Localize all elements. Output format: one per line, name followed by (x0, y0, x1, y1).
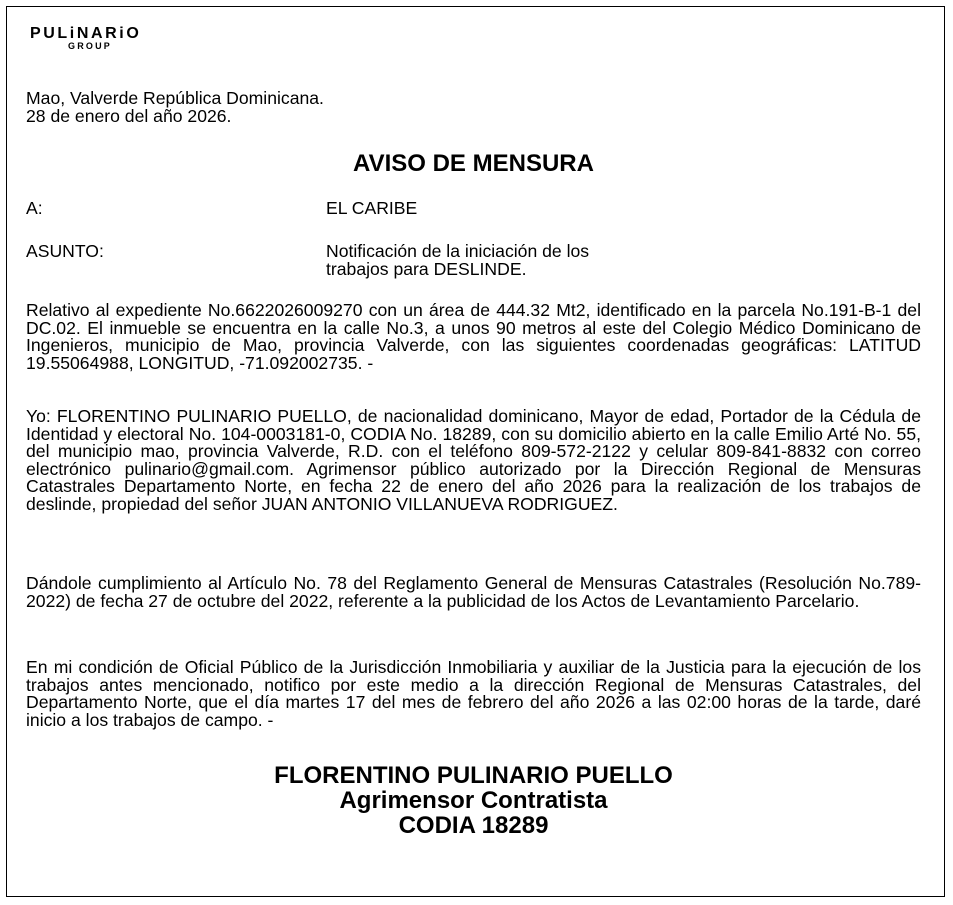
notice-title: AVISO DE MENSURA (353, 150, 594, 177)
place-date-block (26, 90, 324, 125)
paragraph-expediente: Relativo al expediente No.6622026009270 con un área de 444.32 Mt2, identificado en la parcela No.191-B-1 del DC.02. El inmueble se encuentra en la calle No.3, a unos 90 metros al este del Colegio Médico Dominicano de Ingenieros, municipio de Mao, provincia Valverde, con las siguientes coordenadas geográficas: LATITUD 19.55064988, LONGITUD, -71.092002735. - (26, 300, 921, 373)
subject-label: ASUNTO: (26, 241, 104, 261)
recipient-label: A: (26, 198, 43, 218)
pulinario-logo (30, 26, 141, 51)
logo-subtitle: GROUP (68, 41, 113, 51)
signature-block (26, 763, 921, 838)
recipient-value: EL CARIBE (326, 198, 418, 218)
subject-line-2: trabajos para DESLINDE. (326, 258, 527, 279)
paragraph-schedule: En mi condición de Oficial Público de la Jurisdicción Inmobiliaria y auxiliar de la Justicia para la ejecución de los trabajos antes mencionado, notifico por este medio a la dirección Regional de Mensuras Catastrales, del Departamento Norte, que el día martes 17 del mes de febrero del año 2026 a las 02:00 horas de la tarde, daré inicio a los trabajos de campo. - (26, 657, 921, 730)
subject-line-1: Notificación de la iniciación de los (326, 241, 590, 261)
subject-value (326, 243, 666, 278)
place-line: Mao, Valverde República Dominicana. (26, 88, 324, 108)
logo-wordmark: PULiNARiO (30, 25, 142, 42)
date-line: 28 de enero del año 2026. (26, 105, 232, 126)
signature-codia: CODIA 18289 (398, 812, 549, 839)
paragraph-regulation: Dándole cumplimiento al Artículo No. 78 del Reglamento General de Mensuras Catastrales (Resolución No.789-2022) de fecha 27 de octubre del 2022, referente a la publicidad de los Actos de Levantamiento Parcelario. (26, 573, 921, 611)
signature-name: FLORENTINO PULINARIO PUELLO (274, 762, 673, 789)
paragraph-surveyor: Yo: FLORENTINO PULINARIO PUELLO, de nacionalidad dominicano, Mayor de edad, Portador de la Cédula de Identidad y electoral No. 104-0003181-0, CODIA No. 18289, con su domicilio abierto en la calle Emilio Arté No. 55, del municipio mao, provincia Valverde, R.D. con el teléfono 809-572-2122 y celular 809-841-8832 con correo electrónico pulinario@gmail.com. Agrimensor público autorizado por la Dirección Regional de Mensuras Catastrales Departamento Norte, en fecha 22 de enero del año 2026 para la realización de los trabajos de deslinde, propiedad del señor JUAN ANTONIO VILLANUEVA RODRIGUEZ. (26, 406, 921, 514)
signature-role: Agrimensor Contratista (339, 787, 608, 814)
